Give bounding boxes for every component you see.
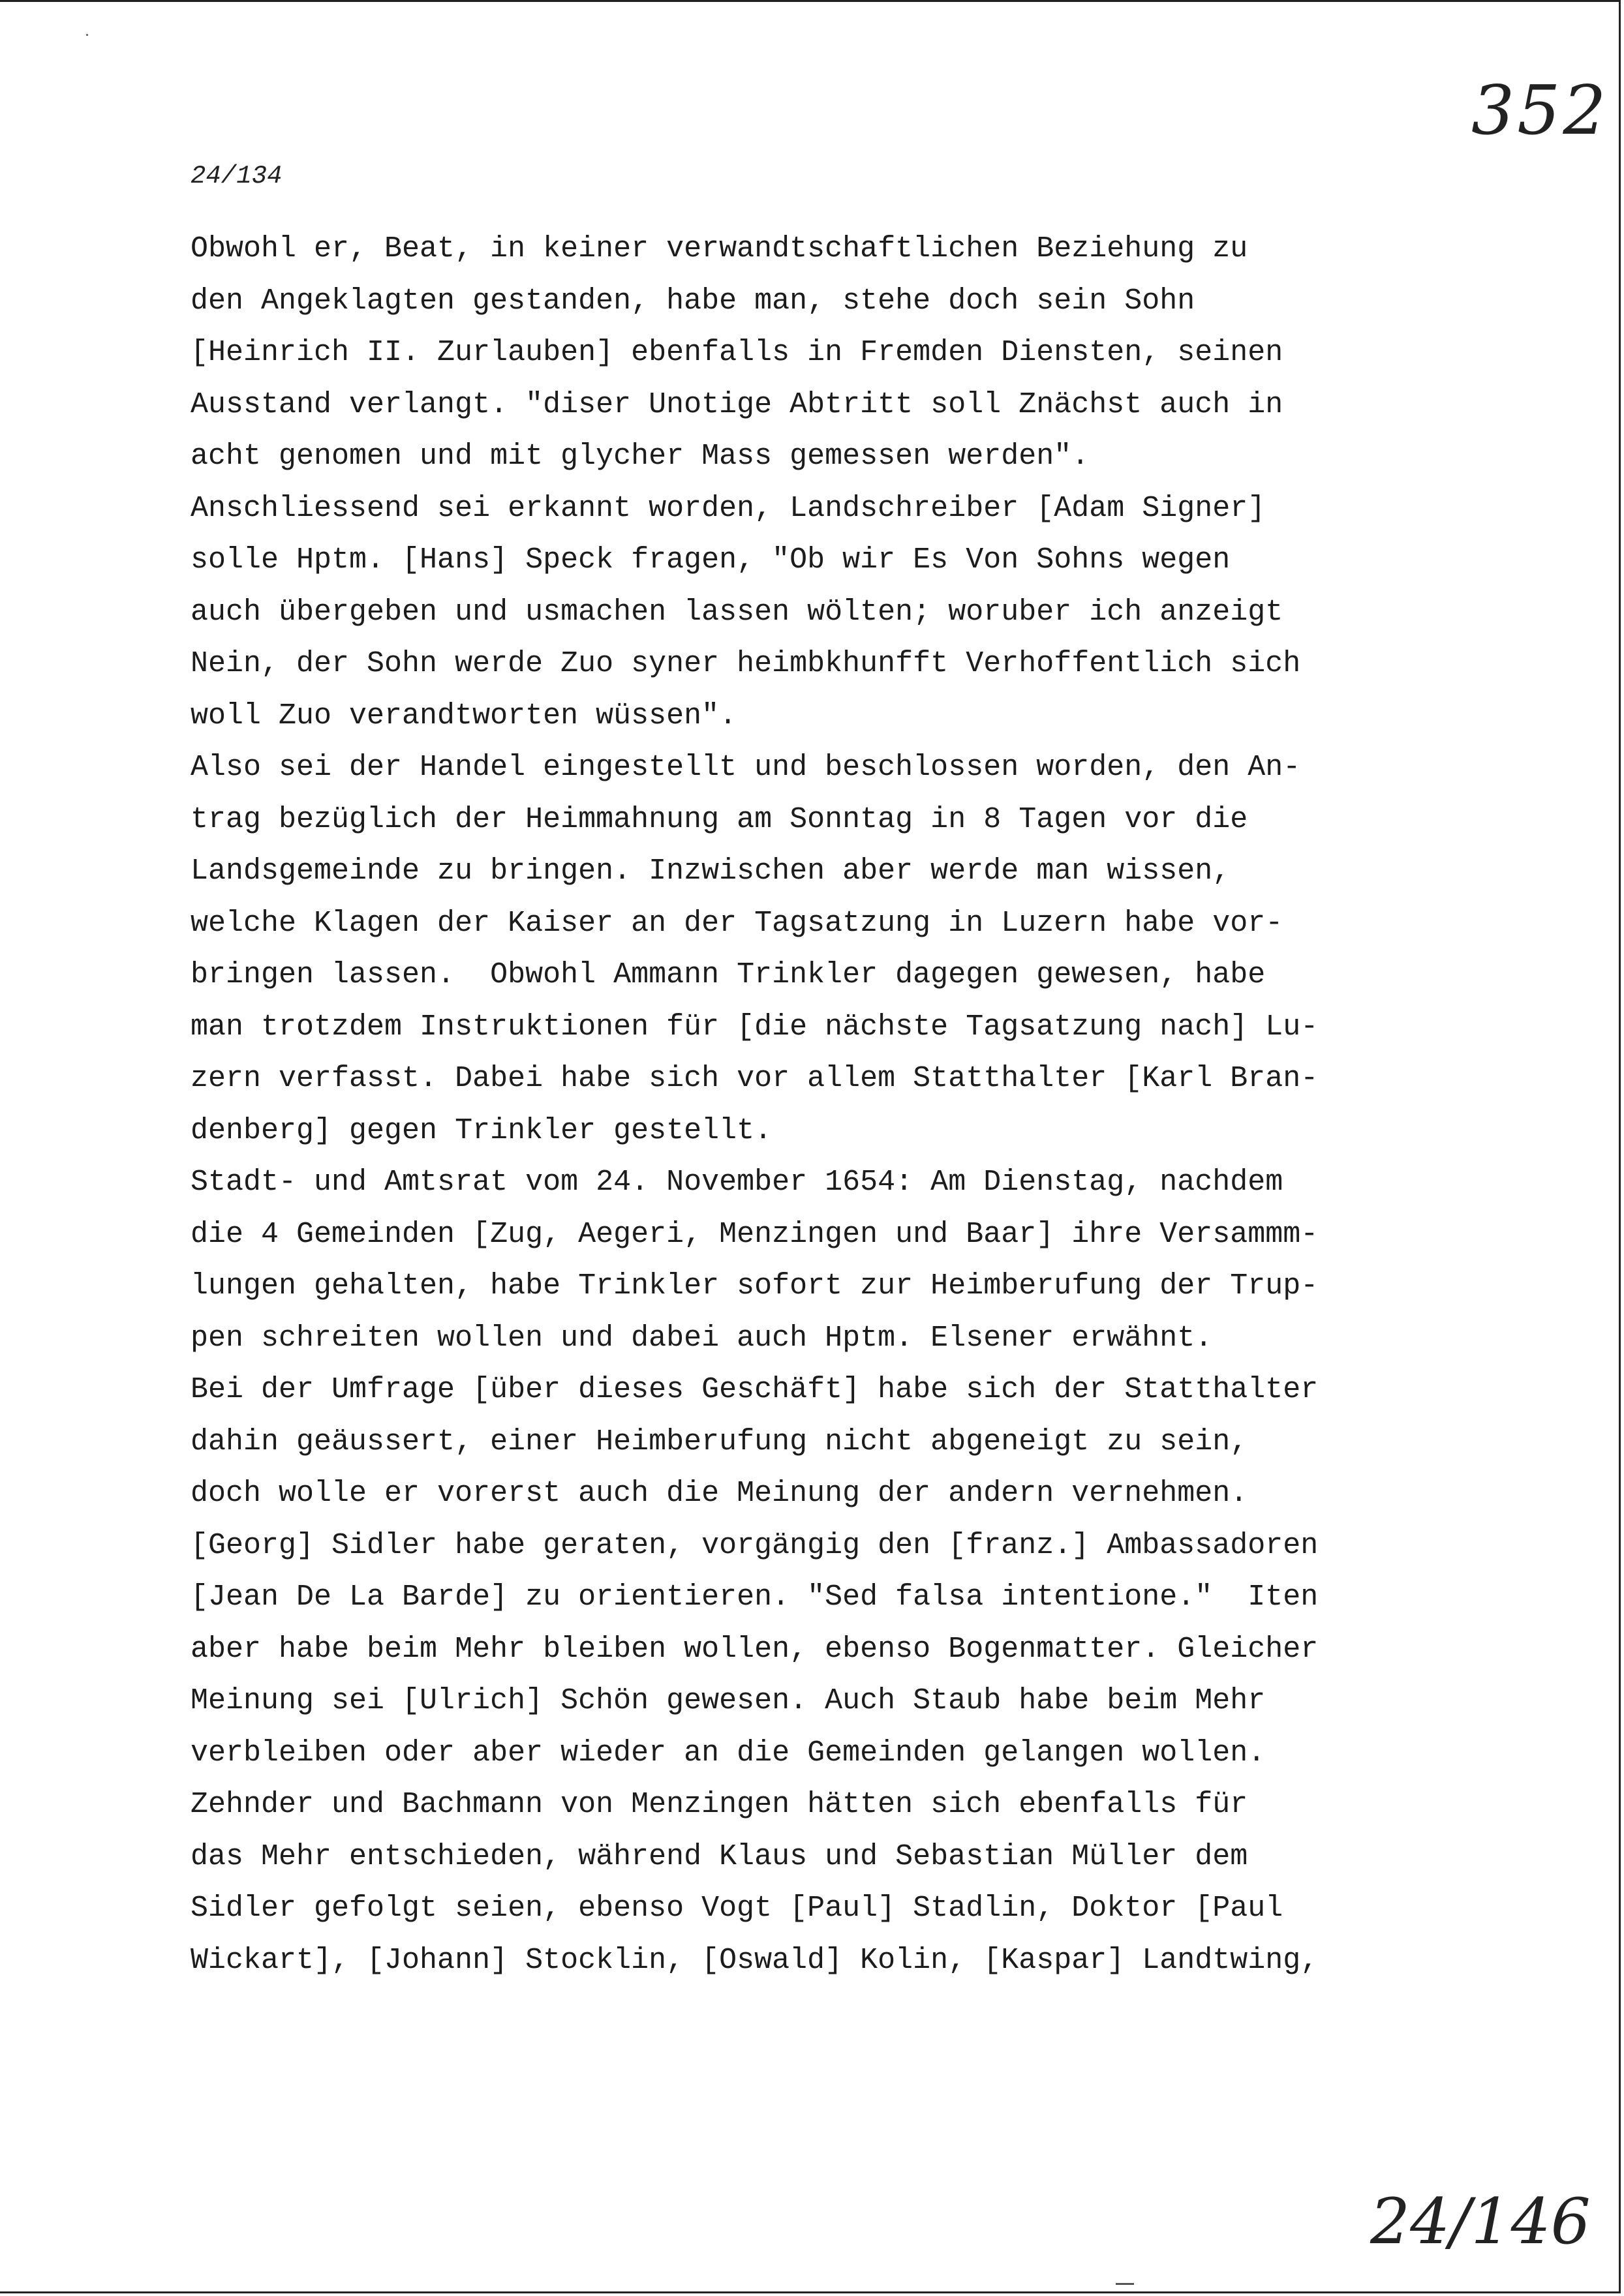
text-line: auch übergeben und usmachen lassen wölten; woruber ich anzeigt bbox=[191, 595, 1283, 629]
text-line: man trotzdem Instruktionen für [die nächste Tagsatzung nach] Lu- bbox=[191, 1010, 1319, 1044]
text-line: Nein, der Sohn werde Zuo syner heimbkhunfft Verhoffentlich sich bbox=[191, 647, 1301, 680]
text-line: [Georg] Sidler habe geraten, vorgängig den [franz.] Ambassadoren bbox=[191, 1528, 1319, 1562]
text-line: Anschliessend sei erkannt worden, Landschreiber [Adam Signer] bbox=[191, 491, 1266, 525]
text-line: Obwohl er, Beat, in keiner verwandtschaftlichen Beziehung zu bbox=[191, 232, 1248, 265]
handwritten-page-number: 352 bbox=[1471, 70, 1609, 150]
text-line: Meinung sei [Ulrich] Schön gewesen. Auch Staub habe beim Mehr bbox=[191, 1684, 1266, 1717]
text-line: zern verfasst. Dabei habe sich vor allem Statthalter [Karl Bran- bbox=[191, 1062, 1319, 1095]
text-line: Bei der Umfrage [über dieses Geschäft] habe sich der Statthalter bbox=[191, 1373, 1319, 1406]
text-line: Wickart], [Johann] Stocklin, [Oswald] Kolin, [Kaspar] Landtwing, bbox=[191, 1943, 1319, 1977]
handwritten-archive-number: 24/146 bbox=[1370, 2185, 1591, 2258]
text-line: Also sei der Handel eingestellt und beschlossen worden, den An- bbox=[191, 751, 1301, 784]
text-line: Ausstand verlangt. "diser Unotige Abtritt soll Znächst auch in bbox=[191, 387, 1283, 421]
text-line: Zehnder und Bachmann von Menzingen hätten sich ebenfalls für bbox=[191, 1788, 1248, 1821]
text-line: woll Zuo verandtworten wüssen". bbox=[191, 699, 737, 733]
text-line: bringen lassen. Obwohl Ammann Trinkler dagegen gewesen, habe bbox=[191, 958, 1266, 991]
text-line: welche Klagen der Kaiser an der Tagsatzung in Luzern habe vor- bbox=[191, 906, 1283, 940]
text-line: lungen gehalten, habe Trinkler sofort zur Heimberufung der Trup- bbox=[191, 1269, 1319, 1303]
text-line: das Mehr entschieden, während Klaus und Sebastian Müller dem bbox=[191, 1839, 1248, 1873]
text-line: pen schreiten wollen und dabei auch Hptm. Elsener erwähnt. bbox=[191, 1321, 1213, 1355]
text-line: Sidler gefolgt seien, ebenso Vogt [Paul] Stadlin, Doktor [Paul bbox=[191, 1892, 1283, 1925]
scan-speck bbox=[86, 34, 88, 36]
text-line: solle Hptm. [Hans] Speck fragen, "Ob wir Es Von Sohns wegen bbox=[191, 543, 1231, 577]
text-line: aber habe beim Mehr bleiben wollen, ebenso Bogenmatter. Gleicher bbox=[191, 1632, 1319, 1666]
text-line: doch wolle er vorerst auch die Meinung der andern vernehmen. bbox=[191, 1477, 1248, 1510]
text-line: dahin geäussert, einer Heimberufung nicht abgeneigt zu sein, bbox=[191, 1425, 1248, 1458]
text-line: [Jean De La Barde] zu orientieren. "Sed falsa intentione." Iten bbox=[191, 1580, 1319, 1614]
text-line: denberg] gegen Trinkler gestellt. bbox=[191, 1113, 773, 1147]
text-line: trag bezüglich der Heimmahnung am Sonntag in 8 Tagen vor die bbox=[191, 802, 1248, 836]
text-line: die 4 Gemeinden [Zug, Aegeri, Menzingen und Baar] ihre Versammm- bbox=[191, 1217, 1319, 1251]
scan-mark bbox=[1116, 2283, 1134, 2285]
document-reference: 24/134 bbox=[191, 162, 283, 190]
text-line: acht genomen und mit glycher Mass gemessen werden". bbox=[191, 440, 1090, 473]
text-line: Landsgemeinde zu bringen. Inzwischen aber werde man wissen, bbox=[191, 854, 1231, 888]
text-line: [Heinrich II. Zurlauben] ebenfalls in Fremden Diensten, seinen bbox=[191, 336, 1283, 369]
document-body bbox=[191, 223, 1574, 1986]
text-line: den Angeklagten gestanden, habe man, stehe doch sein Sohn bbox=[191, 284, 1195, 318]
text-line: Stadt- und Amtsrat vom 24. November 1654: Am Dienstag, nachdem bbox=[191, 1166, 1283, 1199]
text-line: verbleiben oder aber wieder an die Gemeinden gelangen wollen. bbox=[191, 1736, 1266, 1770]
